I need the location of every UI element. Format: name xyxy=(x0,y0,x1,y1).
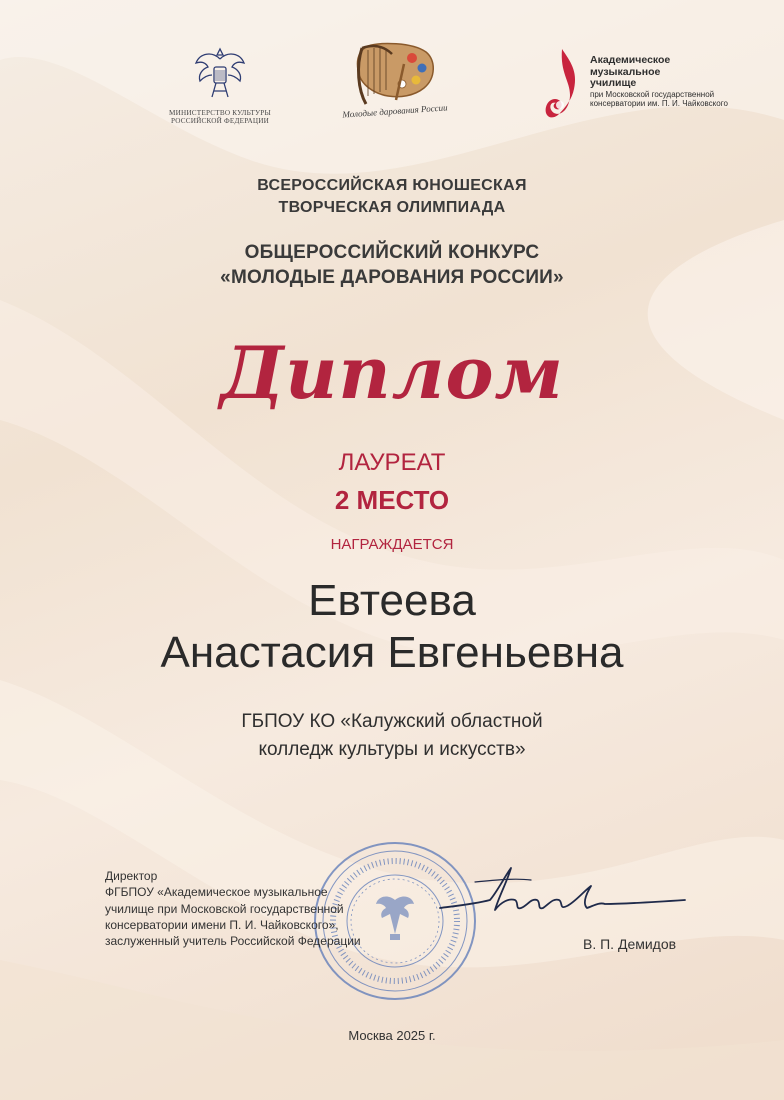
flame-treble-icon xyxy=(540,45,584,125)
school-subtitle: при Московской государственной консерватории им. П. И. Чайковского xyxy=(590,89,728,108)
place-label: 2 МЕСТО xyxy=(334,485,450,515)
double-headed-eagle-icon xyxy=(190,45,250,105)
harp-palette-icon xyxy=(340,40,450,110)
place-and-year: Москва 2025 г. xyxy=(348,1028,436,1043)
recipient-organization: ГБПОУ КО «Калужский областной колледж культуры и искусств» xyxy=(241,711,543,760)
signer-name: В. П. Демидов xyxy=(583,936,677,952)
recipient-name xyxy=(0,575,784,679)
contest-logo-caption: Молодые дарования России xyxy=(342,102,448,120)
recipient-last-name: Евтеева xyxy=(308,576,476,625)
olympiad-heading: ВСЕРОССИЙСКАЯ ЮНОШЕСКАЯ ТВОРЧЕСКАЯ ОЛИМПИАДА xyxy=(257,177,527,216)
director-signature xyxy=(435,862,695,932)
music-school-logo xyxy=(540,45,730,125)
diploma-title: Диплом xyxy=(220,330,564,415)
school-name: Академическое музыкальное училище xyxy=(590,54,671,89)
laureate-label: ЛАУРЕАТ xyxy=(338,449,446,476)
ministry-logo xyxy=(165,45,275,125)
contest-logo xyxy=(340,40,450,135)
ministry-name: МИНИСТЕРСТВО КУЛЬТУРЫ РОССИЙСКОЙ ФЕДЕРАЦИИ xyxy=(169,109,271,125)
recipient-first-middle-name: Анастасия Евгеньевна xyxy=(160,628,624,677)
awarded-label: НАГРАЖДАЕТСЯ xyxy=(330,536,454,553)
director-info: Директор ФГБПОУ «Академическое музыкальное училище при Московской государственной консерватории имени П. И. Чайковского», заслуженный учитель Российской Федерации xyxy=(105,869,361,949)
contest-heading: ОБЩЕРОССИЙСКИЙ КОНКУРС «МОЛОДЫЕ ДАРОВАНИЯ РОССИИ» xyxy=(220,242,564,288)
